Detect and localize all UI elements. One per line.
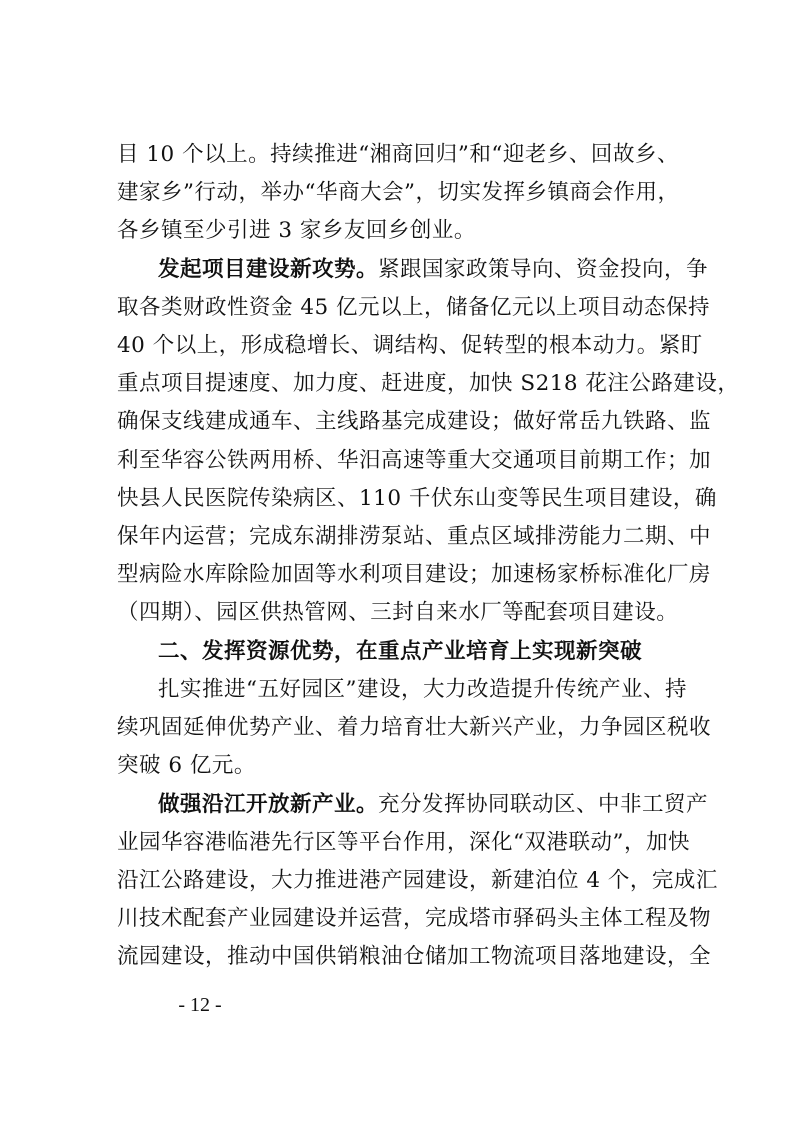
text-line: 续巩固延伸优势产业、着力培育壮大新兴产业，力争园区税收 xyxy=(117,715,712,740)
text-line: 确保支线建成通车、主线路基完成建设；做好常岳九铁路、监 xyxy=(117,409,712,434)
text-line: 各乡镇至少引进 3 家乡友回乡创业。 xyxy=(117,218,476,243)
text-line: 取各类财政性资金 45 亿元以上，储备亿元以上项目动态保持 xyxy=(117,295,711,320)
text-line: 沿江公路建设，大力推进港产园建设，新建泊位 4 个，完成汇 xyxy=(117,868,718,893)
page-number: - 12 - xyxy=(178,994,222,1016)
text-line: 40 个以上，形成稳增长、调结构、促转型的根本动力。紧盯 xyxy=(117,333,703,358)
text-line: 突破 6 亿元。 xyxy=(117,753,256,778)
bold-lead-phrase: 发起项目建设新攻势。 xyxy=(158,257,379,282)
text-line: 快县人民医院传染病区、110 千伏东山变等民生项目建设，确 xyxy=(117,486,717,511)
paragraph-lead-line: 发起项目建设新攻势。紧跟国家政策导向、资金投向，争 xyxy=(158,257,709,282)
text-line: 目 10 个以上。持续推进“湘商回归”和“迎老乡、回故乡、 xyxy=(117,142,679,167)
section-heading: 二、发挥资源优势，在重点产业培育上实现新突破 xyxy=(158,639,643,664)
text-line: （四期）、园区供热管网、三封自来水厂等配套项目建设。 xyxy=(117,600,679,625)
bold-lead-phrase: 做强沿江开放新产业。 xyxy=(158,792,379,817)
text-line: 型病险水库除险加固等水利项目建设；加速杨家桥标准化厂房 xyxy=(117,562,712,587)
text-line: 重点项目提速度、加力度、赶进度，加快 S218 花注公路建设， xyxy=(117,371,740,396)
text-line: 利至华容公铁两用桥、华汨高速等重大交通项目前期工作；加 xyxy=(117,448,712,473)
paragraph-lead-line: 做强沿江开放新产业。充分发挥协同联动区、中非工贸产 xyxy=(158,792,709,817)
text-line: 流园建设，推动中国供销粮油仓储加工物流项目落地建设，全 xyxy=(117,944,712,969)
text-line: 建家乡”行动，举办“华商大会”，切实发挥乡镇商会作用， xyxy=(117,180,680,205)
text-line: 川技术配套产业园建设并运营，完成塔市驿码头主体工程及物 xyxy=(117,906,712,931)
text-line: 业园华容港临港先行区等平台作用，深化“双港联动”，加快 xyxy=(117,830,690,855)
text-line: 保年内运营；完成东湖排涝泵站、重点区域排涝能力二期、中 xyxy=(117,524,712,549)
text-line: 扎实推进“五好园区”建设，大力改造提升传统产业、持 xyxy=(158,677,687,702)
